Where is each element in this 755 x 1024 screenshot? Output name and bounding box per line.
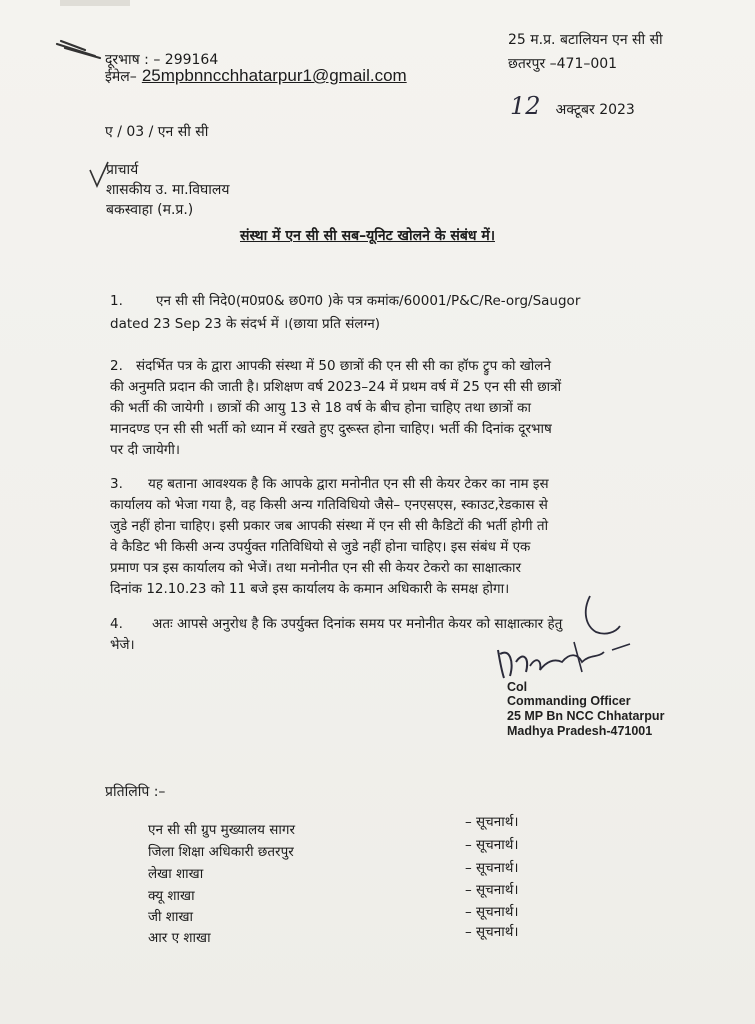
paragraph-2 [110,356,705,461]
email-line [105,66,407,86]
copy-to-item: जिला शिक्षा अधिकारी छतरपुर [148,844,294,860]
copy-to-purpose: – सूचनार्थ। [465,904,519,920]
date-month-year: अक्टूबर 2023 [555,102,635,118]
pen-mark-icon [55,38,105,60]
copy-to-purpose: – सूचनार्थ। [465,882,519,898]
signature-state: Madhya Pradesh-471001 [507,724,653,738]
email-address[interactable]: 25mpbnncchhatarpur1@gmail.com [141,66,407,85]
date-day-handwritten: 12 [510,92,541,120]
paragraph-line: की अनुमति प्रदान की जाती है। प्रशिक्षण वर्ष 2023–24 में प्रथम वर्ष में 25 एन सी सी छात्रों [110,379,562,395]
paragraph-line: जुडे नहीं होना चाहिए। इसी प्रकार जब आपकी संस्था में एन सी सी कैडिटों की भर्ती होगी तो [110,518,549,534]
recipient-line1: प्राचार्य [106,162,139,178]
copy-to-item: आर ए शाखा [148,930,211,946]
copy-to-item: लेखा शाखा [148,866,204,882]
reference-number: ए / 03 / एन सी सी [105,124,209,140]
paragraph-line: की भर्ती की जायेगी । छात्रों की आयु 13 से 18 वर्ष के बीच होना चाहिए तथा छात्रों का [110,400,531,416]
copy-to-item: क्यू शाखा [148,888,195,904]
paragraph-line: 4. अतः आपसे अनुरोध है कि उपर्युक्त दिनांक समय पर मनोनीत केयर को साक्षात्कार हेतु [110,614,705,635]
paragraph-line: 2. संदर्भित पत्र के द्वारा आपकी संस्था में 50 छात्रों की एन सी सी का हॉफ ट्रुप को खोलने [110,356,705,377]
paragraph-number: 3. [110,476,123,492]
signature-title: Commanding Officer [507,694,631,708]
signature-rank: Col [507,680,528,694]
copy-to-purpose: – सूचनार्थ। [465,837,519,853]
paragraph-number: 1. [110,293,123,309]
phone-line: दूरभाष : – 299164 [105,52,219,68]
recipient-line3: बकस्वाहा (म.प्र.) [106,202,194,218]
paragraph-number: 4. [110,616,123,632]
copy-to-item: एन सी सी ग्रुप मुख्यालय सागर [148,822,295,838]
letter-date [510,92,635,120]
paragraph-line: भेजे। [110,637,135,653]
office-address-line2: छतरपुर –471–001 [508,56,618,72]
paragraph-1 [110,291,705,335]
paragraph-line: दिनांक 12.10.23 को 11 बजे इस कार्यालय के कमान अधिकारी के समक्ष होगा। [110,581,510,597]
paragraph-line: dated 23 Sep 23 के संदर्भ में ।(छाया प्रति संलग्न) [110,316,381,332]
email-label: ईमेल– [105,69,137,85]
copy-to-label: प्रतिलिपि :– [105,784,166,800]
signature-unit: 25 MP Bn NCC Chhatarpur [507,709,665,723]
paragraph-line: कार्यालय को भेजा गया है, वह किसी अन्य गतिविधियो जैसे– एनएसएस, स्काउट,रेडकास से [110,497,548,513]
paragraph-number: 2. [110,358,123,374]
paragraph-line: पर दी जायेगी। [110,442,180,458]
copy-to-purpose: – सूचनार्थ। [465,814,519,830]
copy-to-purpose: – सूचनार्थ। [465,924,519,940]
signature-scribble-icon [470,592,650,687]
scan-edge-mark [60,0,130,6]
paragraph-line: मानदण्ड एन सी सी भर्ती को ध्यान में रखते हुए दुरूस्त होना चाहिए। भर्ती की दिनांक दूरभाष [110,421,552,437]
office-address-line1: 25 म.प्र. बटालियन एन सी सी [508,32,663,48]
recipient-line2: शासकीय उ. मा.विघालय [106,182,230,198]
paragraph-line: 3. यह बताना आवश्यक है कि आपके द्वारा मनोनीत एन सी सी केयर टेकर का नाम इस [110,474,705,495]
copy-to-item: जी शाखा [148,909,194,925]
paragraph-line: प्रमाण पत्र इस कार्यालय को भेजें। तथा मनोनीत एन सी सी केयर टेकरो का साक्षात्कार [110,560,521,576]
copy-to-purpose: – सूचनार्थ। [465,860,519,876]
paragraph-line: 1. एन सी सी निदे0(म0प्र0& छ0ग0 )के पत्र कमांक/60001/P&C/Re-org/Saugor [110,291,705,312]
paragraph-3 [110,474,705,600]
paragraph-line: वे कैडिट भी किसी अन्य उपर्युक्त गतिविधियो से जुडे नहीं होना चाहिए। इस संबंध में एक [110,539,531,555]
subject-line: संस्था में एन सी सी सब–यूनिट खोलने के संबंध में। [240,228,495,244]
